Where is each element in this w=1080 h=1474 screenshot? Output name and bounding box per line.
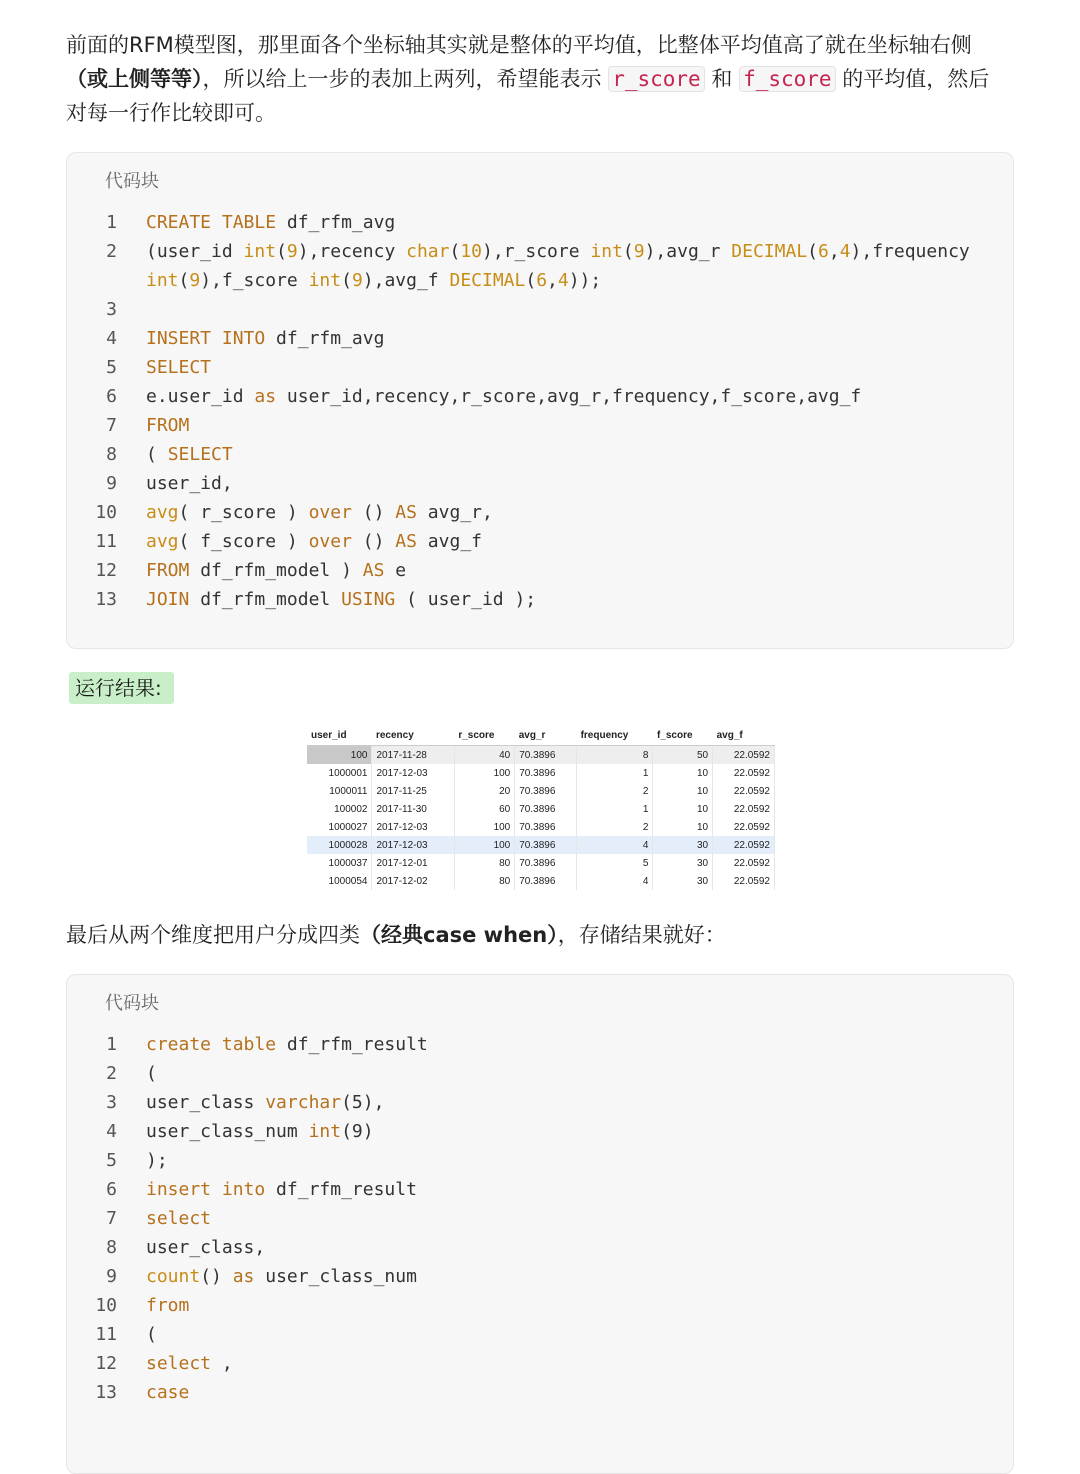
column-header: recency [372, 725, 454, 746]
table-cell: 10 [653, 764, 713, 782]
intro-tail-text: 的平均值，然后 [842, 67, 990, 91]
table-cell: 100 [454, 836, 514, 854]
code-text: ( user_id ); [395, 589, 537, 610]
code-line [67, 353, 1013, 382]
table-cell: 2017-12-03 [372, 818, 454, 836]
code-line [67, 382, 1013, 411]
code-line [67, 440, 1013, 469]
table-cell: 10 [653, 818, 713, 836]
table-cell: 70.3896 [515, 764, 577, 782]
table-row[interactable] [307, 836, 775, 854]
keyword: SELECT [167, 444, 233, 465]
line-number: 6 [106, 1179, 117, 1200]
intro-paragraph [66, 28, 1016, 130]
table-cell: 2017-12-02 [372, 872, 454, 890]
code-text: e.user_id [146, 386, 255, 407]
line-number: 12 [95, 560, 117, 581]
line-number: 5 [106, 357, 117, 378]
line-number: 1 [106, 1034, 117, 1055]
code-line [67, 1059, 1013, 1088]
line-number: 3 [106, 299, 117, 320]
code-line [67, 1262, 1013, 1291]
intro-line-1: 前面的RFM模型图，那里面各个坐标轴其实就是整体的平均值，比整体平均值高了就在坐标轴右侧 [66, 33, 972, 57]
keyword: AS [395, 531, 417, 552]
table-cell: 22.0592 [713, 782, 775, 800]
line-number: 1 [106, 212, 117, 233]
table-cell: 2017-12-03 [372, 836, 454, 854]
function-name: avg [146, 531, 179, 552]
table-cell: 30 [653, 836, 713, 854]
table-cell: 1000054 [307, 872, 372, 890]
table-cell: 40 [454, 746, 514, 765]
column-header: avg_r [515, 725, 577, 746]
table-cell: 60 [454, 800, 514, 818]
intro-middle-text: ，所以给上一步的表加上两列，希望能表示 [202, 67, 602, 91]
keyword: as [254, 386, 277, 407]
result-label: 运行结果: [69, 672, 174, 704]
table-cell: 22.0592 [713, 872, 775, 890]
inline-code-f-score: f_score [739, 66, 836, 92]
outro-paragraph [66, 918, 1016, 952]
code-block-title: 代码块 [105, 171, 159, 192]
table-cell: 100 [454, 818, 514, 836]
code-text: ( [146, 1063, 157, 1084]
keyword: SELECT [146, 357, 212, 378]
code-text: avg_r, [416, 502, 493, 523]
table-cell: 22.0592 [713, 746, 775, 765]
keyword: USING [341, 589, 396, 610]
table-cell: 22.0592 [713, 854, 775, 872]
code-line [67, 1030, 1013, 1059]
table-cell: 30 [653, 872, 713, 890]
code-text: ); [146, 1150, 168, 1171]
table-cell: 70.3896 [515, 746, 577, 765]
code-block-title: 代码块 [105, 993, 159, 1014]
line-number: 11 [95, 531, 117, 552]
table-cell: 70.3896 [515, 836, 577, 854]
code-text: ( r_score ) [178, 502, 309, 523]
keyword: create table [146, 1034, 277, 1055]
code-line [67, 411, 1013, 440]
code-text: () [351, 502, 396, 523]
line-number: 13 [95, 1382, 117, 1403]
code-text: df_rfm_result [276, 1034, 428, 1055]
table-row[interactable] [307, 854, 775, 872]
table-cell: 70.3896 [515, 800, 577, 818]
table-cell: 70.3896 [515, 854, 577, 872]
line-number: 8 [106, 444, 117, 465]
keyword: AS [362, 560, 385, 581]
column-header: user_id [307, 725, 372, 746]
function-name: count [146, 1266, 201, 1287]
code-line [67, 469, 1013, 498]
code-line [67, 1378, 1013, 1407]
line-number: 7 [106, 415, 117, 436]
column-header: avg_f [713, 725, 775, 746]
keyword: FROM [146, 560, 190, 581]
code-text: user_class_num [254, 1266, 417, 1287]
code-line [67, 1204, 1013, 1233]
keyword: select [146, 1208, 212, 1229]
code-text: user_class, [146, 1237, 266, 1258]
line-number: 5 [106, 1150, 117, 1171]
code-line [67, 1320, 1013, 1349]
intro-bold-note: （或上侧等等） [66, 67, 203, 91]
table-row[interactable] [307, 746, 775, 765]
code-lines [67, 1030, 1013, 1407]
inline-code-r-score: r_score [608, 66, 705, 92]
table-cell: 4 [577, 836, 653, 854]
line-number: 9 [106, 473, 117, 494]
column-header: f_score [653, 725, 713, 746]
code-block-1 [66, 152, 1014, 649]
table-cell: 2017-12-03 [372, 764, 454, 782]
keyword: FROM [146, 415, 190, 436]
code-lines [67, 208, 1013, 614]
function-name: avg [146, 502, 179, 523]
code-line [67, 208, 1013, 237]
keyword: int [308, 1121, 342, 1142]
code-text: df_rfm_avg [265, 328, 385, 349]
code-line [67, 498, 1013, 527]
keyword: insert into [146, 1179, 266, 1200]
table-cell: 22.0592 [713, 764, 775, 782]
code-text: user_id, [146, 473, 233, 494]
keyword: as [232, 1266, 255, 1287]
line-number: 2 [106, 1063, 117, 1084]
code-line [67, 1146, 1013, 1175]
table-cell: 70.3896 [515, 782, 577, 800]
code-text: , [211, 1353, 233, 1374]
table-cell: 50 [653, 746, 713, 765]
table-cell: 1 [577, 800, 653, 818]
result-table [307, 725, 775, 890]
column-header: r_score [454, 725, 514, 746]
code-text: df_rfm_result [265, 1179, 417, 1200]
table-cell: 20 [454, 782, 514, 800]
table-cell: 1000001 [307, 764, 372, 782]
code-text: df_rfm_avg [276, 212, 396, 233]
table-cell: 2017-11-30 [372, 800, 454, 818]
table-row[interactable] [307, 782, 775, 800]
table-body [307, 746, 775, 891]
table-row[interactable] [307, 818, 775, 836]
code-line [67, 1175, 1013, 1204]
code-line [67, 295, 1013, 324]
table-cell: 22.0592 [713, 818, 775, 836]
table-cell: 80 [454, 854, 514, 872]
table-cell: 8 [577, 746, 653, 765]
table-cell: 5 [577, 854, 653, 872]
keyword: JOIN [146, 589, 190, 610]
table-cell: 1000027 [307, 818, 372, 836]
code-line [67, 1349, 1013, 1378]
code-text: (9) [341, 1121, 374, 1142]
code-text: (user_id int(9),recency char(10),r_score int(9),avg_r DECIMAL(6,4),frequency int(9),f_score int(9),avg_f DECIMAL(6,4)); [146, 241, 970, 291]
table-cell: 1000037 [307, 854, 372, 872]
code-line [67, 1291, 1013, 1320]
table-cell: 10 [653, 800, 713, 818]
table-cell: 30 [653, 854, 713, 872]
table-cell: 2017-11-25 [372, 782, 454, 800]
table-cell: 80 [454, 872, 514, 890]
code-line [67, 585, 1013, 614]
intro-and-text: 和 [711, 67, 733, 91]
table-cell: 1 [577, 764, 653, 782]
code-text: ( f_score ) [178, 531, 309, 552]
table-row[interactable] [307, 872, 775, 890]
outro-text: 最后从两个维度把用户分成四类 [66, 923, 360, 947]
code-line [67, 237, 1013, 295]
code-line [67, 324, 1013, 353]
keyword: varchar [265, 1092, 342, 1113]
code-text: ( [146, 444, 168, 465]
table-cell: 2017-12-01 [372, 854, 454, 872]
code-text: user_class [146, 1092, 266, 1113]
line-number: 3 [106, 1092, 117, 1113]
keyword: INSERT INTO [146, 328, 266, 349]
keyword: over [308, 531, 352, 552]
keyword: from [146, 1295, 190, 1316]
column-header: frequency [577, 725, 653, 746]
table-cell: 22.0592 [713, 800, 775, 818]
line-number: 12 [95, 1353, 117, 1374]
code-line [67, 1088, 1013, 1117]
table-cell: 10 [653, 782, 713, 800]
keyword: case [146, 1382, 190, 1403]
table-cell: 2 [577, 818, 653, 836]
table-cell: 70.3896 [515, 818, 577, 836]
table-cell: 2017-11-28 [372, 746, 454, 765]
keyword: AS [395, 502, 417, 523]
table-cell: 1000028 [307, 836, 372, 854]
table-cell: 4 [577, 872, 653, 890]
code-line [67, 527, 1013, 556]
code-text: user_id,recency,r_score,avg_r,frequency,f_score,avg_f [276, 386, 862, 407]
table-cell: 70.3896 [515, 872, 577, 890]
code-text: () [351, 531, 396, 552]
table-cell: 22.0592 [713, 836, 775, 854]
intro-line-3: 对每一行作比较即可。 [66, 101, 276, 125]
line-number: 13 [95, 589, 117, 610]
table-cell: 100002 [307, 800, 372, 818]
line-number: 2 [106, 241, 117, 262]
keyword: CREATE TABLE [146, 212, 277, 233]
table-header-row [307, 725, 775, 746]
keyword: over [308, 502, 352, 523]
line-number: 10 [95, 502, 117, 523]
code-line [67, 1233, 1013, 1262]
code-text: df_rfm_model ) [189, 560, 363, 581]
line-number: 4 [106, 1121, 117, 1142]
keyword: select [146, 1353, 212, 1374]
code-text: e [384, 560, 407, 581]
table-cell: 1000011 [307, 782, 372, 800]
code-text: () [200, 1266, 233, 1287]
code-block-2 [66, 974, 1014, 1474]
line-number: 9 [106, 1266, 117, 1287]
code-line [67, 556, 1013, 585]
line-number: 6 [106, 386, 117, 407]
code-text: avg_f [416, 531, 482, 552]
code-text: df_rfm_model [189, 589, 342, 610]
table-row[interactable] [307, 800, 775, 818]
code-line [67, 1117, 1013, 1146]
outro-bold-note: （经典case when） [360, 923, 558, 947]
table-cell: 100 [307, 746, 372, 765]
table-cell: 100 [454, 764, 514, 782]
line-number: 11 [95, 1324, 117, 1345]
line-number: 7 [106, 1208, 117, 1229]
code-text: user_class_num [146, 1121, 309, 1142]
line-number: 10 [95, 1295, 117, 1316]
code-text: (5), [341, 1092, 385, 1113]
line-number: 4 [106, 328, 117, 349]
table-cell: 2 [577, 782, 653, 800]
line-number: 8 [106, 1237, 117, 1258]
table-row[interactable] [307, 764, 775, 782]
code-text: ( [146, 1324, 157, 1345]
outro-tail-text: ，存储结果就好： [557, 923, 726, 947]
